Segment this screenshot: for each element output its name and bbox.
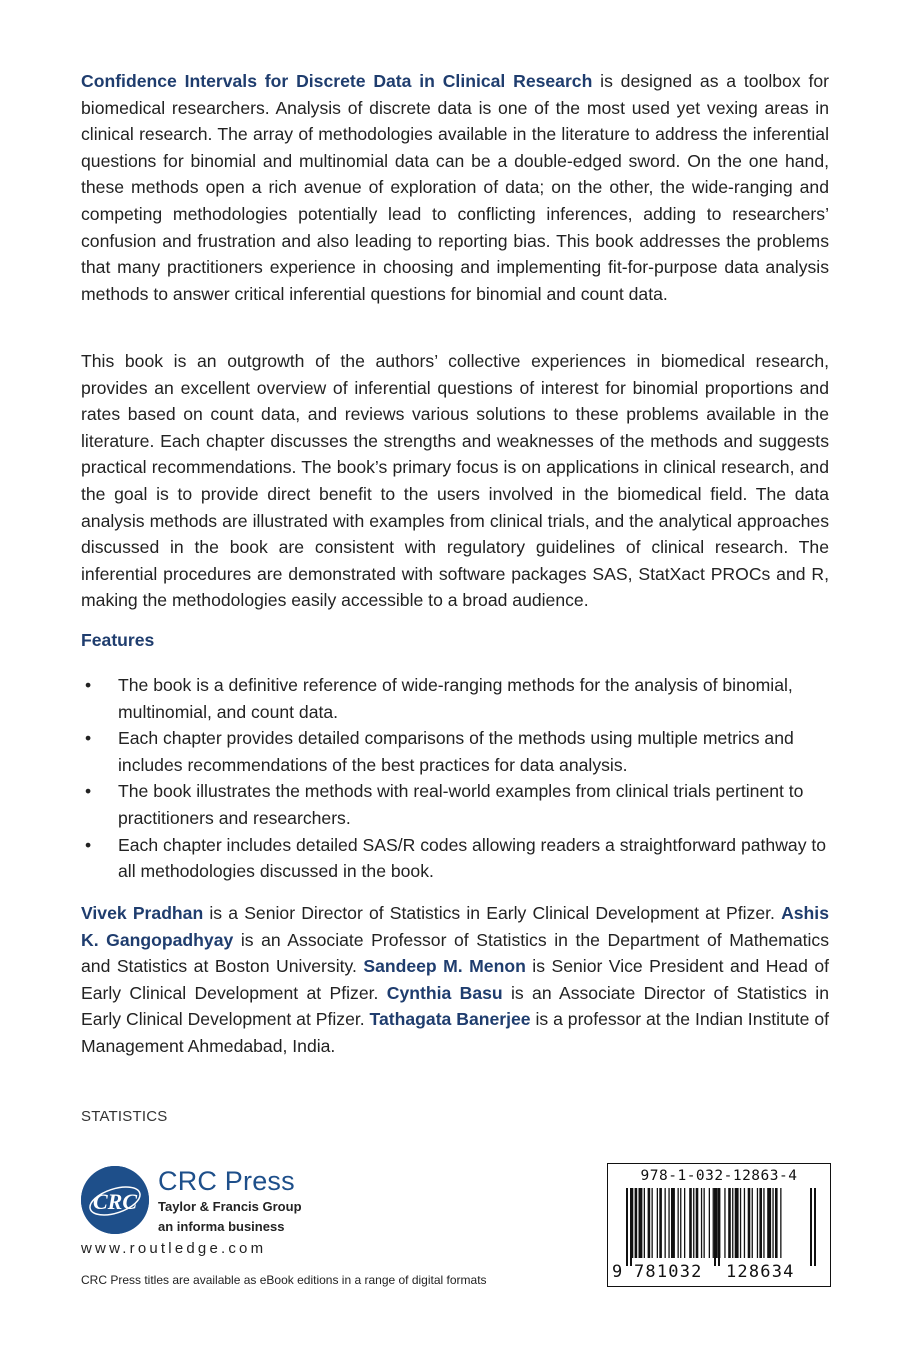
- barcode-bar: [728, 1188, 731, 1258]
- feature-item: [81, 778, 829, 831]
- publisher-website: www.routledge.com: [81, 1240, 267, 1257]
- barcode-digit-first: 9: [612, 1262, 623, 1282]
- barcode-bar: [678, 1188, 679, 1258]
- author-bio: is a Senior Director of Statistics in Early Clinical Development at Pfizer.: [203, 903, 782, 923]
- barcode-bar: [635, 1188, 638, 1258]
- barcode-bar: [775, 1188, 778, 1258]
- bullet-icon: •: [85, 728, 92, 749]
- barcode-bar: [780, 1188, 781, 1258]
- barcode-digits-left: 781032: [634, 1262, 703, 1282]
- features-list: [81, 672, 829, 885]
- barcode-guard-bar: [718, 1188, 720, 1266]
- barcode-bar: [639, 1188, 643, 1258]
- bullet-icon: •: [85, 781, 92, 802]
- barcode-guard-bar: [714, 1188, 716, 1266]
- barcode-bar: [759, 1188, 762, 1258]
- barcode-bar: [657, 1188, 658, 1258]
- barcode-bar: [709, 1188, 710, 1258]
- barcode-bar: [680, 1188, 681, 1258]
- publisher-group: Taylor & Francis Group: [158, 1199, 302, 1214]
- barcode-bar: [632, 1188, 633, 1258]
- features-heading: Features: [81, 630, 155, 650]
- logo-text: CRC: [92, 1189, 138, 1214]
- barcode-guard-bar: [810, 1188, 812, 1266]
- description-paragraph-1-text: is designed as a toolbox for biomedical researchers. Analysis of discrete data is one of the most used yet vexing areas in clinical research. The array of methodologies available in the literature to address the inferential questions for binomial and multinomial data can be a double-edged sword. On the one hand, these methods open a rich avenue of exploration of data; on the other, the wide-ranging and competing methodologies potentially lead to conflicting inferences, adding to researchers’ confusion and frustration and also leading to reporting bias. This book addresses the problems that many practitioners experience in choosing and implementing fit-for-purpose data analysis methods to answer critical inferential questions for binomial and count data.: [81, 71, 829, 304]
- barcode-bar: [732, 1188, 733, 1258]
- feature-text: Each chapter includes detailed SAS/R codes allowing readers a straightforward pathway to all methodologies discussed in the book.: [118, 834, 827, 882]
- barcode-bar: [772, 1188, 773, 1258]
- barcode-bar: [752, 1188, 753, 1258]
- barcode-bar: [652, 1188, 653, 1258]
- author-bios: [81, 900, 829, 1060]
- barcode-bar: [740, 1188, 741, 1258]
- author-bio: is a professor at the Indian Institute of Management Ahmedabad, India.: [81, 1009, 829, 1056]
- isbn-barcode: [607, 1163, 831, 1287]
- barcode-bar: [648, 1188, 651, 1258]
- feature-text: The book is a definitive reference of wide-ranging methods for the analysis of binomial, multinomial, and count data.: [118, 675, 793, 722]
- isbn-number: 978-1-032-12863-4: [640, 1168, 798, 1184]
- author-bio: is an Associate Professor of Statistics in the Department of Mathematics and Statistics at Boston University.: [81, 929, 829, 977]
- barcode-bar: [757, 1188, 758, 1258]
- author-name: Vivek Pradhan: [81, 903, 204, 923]
- subject-category: STATISTICS: [81, 1108, 168, 1125]
- author-bio: is Senior Vice President and Head of Early Clinical Development at Pfizer.: [81, 956, 829, 1003]
- barcode-bar: [665, 1188, 666, 1258]
- author-name: Sandeep M. Menon: [363, 956, 526, 977]
- barcode-bar: [701, 1188, 702, 1258]
- barcode-digits-right: 128634: [726, 1262, 795, 1282]
- feature-item: [81, 832, 829, 885]
- barcode-bar: [744, 1188, 745, 1258]
- barcode-bar: [704, 1188, 705, 1258]
- book-title: Confidence Intervals for Discrete Data in Clinical Research: [81, 71, 593, 91]
- barcode-bar: [684, 1188, 685, 1258]
- ebook-note: CRC Press titles are available as eBook editions in a range of digital formats: [81, 1273, 487, 1287]
- feature-item: [81, 672, 829, 725]
- bullet-icon: •: [85, 834, 92, 855]
- barcode-guard-bar: [814, 1188, 816, 1266]
- barcode-bar: [713, 1188, 714, 1258]
- author-bio: is an Associate Director of Statistics in Early Clinical Development at Pfizer.: [81, 982, 829, 1030]
- author-name: Cynthia Basu: [386, 982, 503, 1003]
- author-name: Ashis K. Gangopadhyay: [81, 903, 829, 950]
- barcode-bar: [748, 1188, 751, 1258]
- bullet-icon: •: [85, 675, 92, 695]
- feature-text: Each chapter provides detailed comparisons of the methods using multiple metrics and includes recommendations of the best practices for data analysis.: [118, 728, 794, 775]
- barcode-bar: [724, 1188, 725, 1258]
- description-paragraph-2: This book is an outgrowth of the authors’ collective experiences in biomedical research, provides an excellent overview of inferential questions of interest for binomial proportions and rates based on count data, and reviews various solutions to these problems available in the literature. Each chapter discusses the strengths and weaknesses of the methods and suggests practical recommendations. The book’s primary focus is on applications in clinical research, and the goal is to provide direct benefit to the users involved in the biomedical field. The data analysis methods are illustrated with examples from clinical trials, and the analytical approaches discussed in the book are consistent with regulatory guidelines of clinical research. The inferential procedures are demonstrated with software packages SAS, StatXact PROCs and R, making the methodologies easily accessible to a broad audience.: [81, 351, 829, 611]
- barcode-guard-bar: [630, 1188, 632, 1266]
- barcode-bars: [614, 1188, 824, 1266]
- feature-text: The book illustrates the methods with real-world examples from clinical trials pertinent to practitioners and researchers.: [118, 781, 804, 828]
- barcode-bar: [767, 1188, 771, 1258]
- description-paragraph-1: [81, 68, 829, 307]
- barcode-guard-bar: [626, 1188, 628, 1266]
- crc-logo-icon: [81, 1166, 149, 1234]
- barcode-bar: [644, 1188, 645, 1258]
- publisher-tagline: an informa business: [158, 1219, 285, 1234]
- feature-item: [81, 725, 829, 778]
- barcode-bar: [763, 1188, 764, 1258]
- barcode-bar: [696, 1188, 699, 1258]
- barcode-bar: [668, 1188, 669, 1258]
- author-name: Tathagata Banerjee: [369, 1009, 531, 1030]
- barcode-bar: [689, 1188, 692, 1258]
- barcode-bar: [693, 1188, 694, 1258]
- barcode-bar: [659, 1188, 662, 1258]
- publisher-name: CRC Press: [158, 1166, 295, 1196]
- barcode-bar: [735, 1188, 739, 1258]
- barcode-bar: [671, 1188, 675, 1258]
